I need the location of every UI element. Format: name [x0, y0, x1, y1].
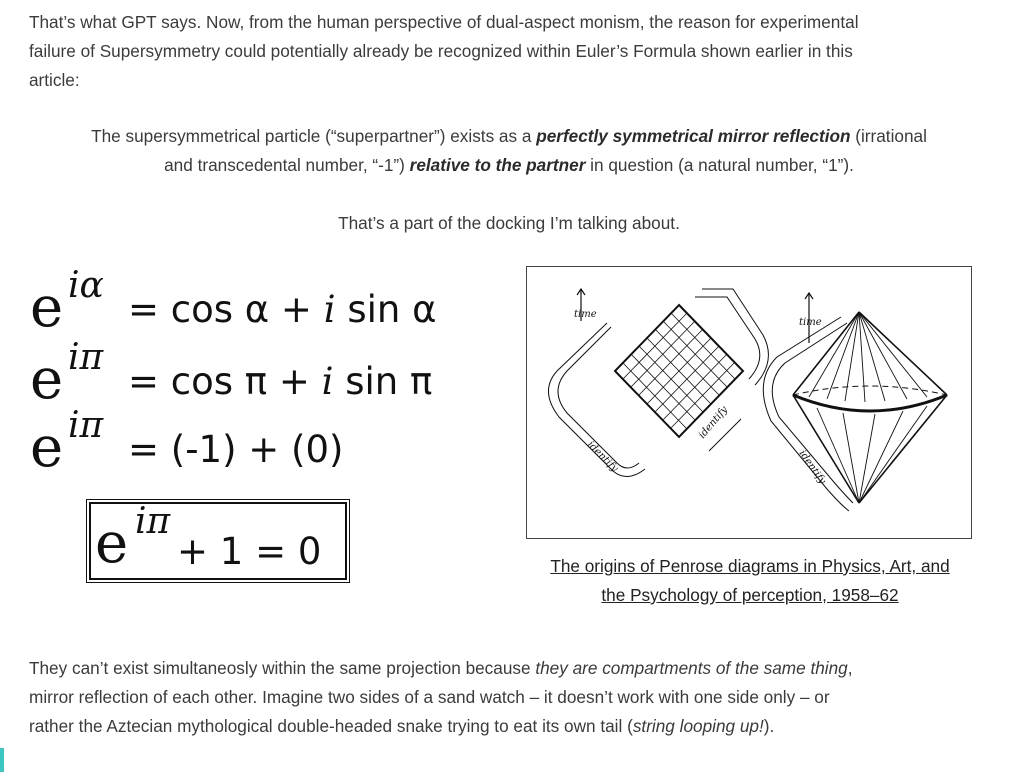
identify-label-3: identify — [796, 448, 828, 487]
intro-line-2: failure of Supersymmetry could potentially already be recognized within Euler’s Formula shown earlier in this — [29, 41, 853, 61]
caption-line-1[interactable]: The origins of Penrose diagrams in Physics, Art, and — [550, 556, 950, 576]
quote-emphasis-2: relative to the partner — [409, 155, 586, 175]
quote-paragraph — [29, 122, 989, 180]
boxed-identity: e iπ + 1 = 0 — [89, 502, 347, 580]
outro-paragraph — [29, 654, 989, 741]
intro-line-3: article: — [29, 70, 80, 90]
time-label-left: time — [574, 309, 597, 320]
euler-formula-image: e iα = cos α + i sin α e iπ = cos π + i sin π e iπ = (-1) + (0) e iπ + 1 = 0 — [30, 262, 510, 592]
outro-line-2: mirror reflection of each other. Imagine two sides of a sand watch – it doesn’t work with one side only – or — [29, 687, 830, 707]
left-accent-bar — [0, 748, 4, 772]
identify-label-1: identify — [584, 439, 620, 475]
outro-line-1: They can’t exist simultaneosly within the same projection because they are compartments of the same thing, — [29, 658, 853, 678]
penrose-diagram-figure — [526, 266, 972, 539]
quote-emphasis-1: perfectly symmetrical mirror reflection — [536, 126, 851, 146]
intro-line-1: That’s what GPT says. Now, from the human perspective of dual-aspect monism, the reason for experimental — [29, 12, 859, 32]
diagram-caption-link[interactable] — [526, 552, 974, 610]
time-label-right: time — [799, 317, 822, 328]
intro-paragraph — [29, 8, 989, 95]
quote-line-2: and transcedental number, “-1”) relative to the partner in question (a natural number, “1”). — [164, 155, 854, 175]
caption-line-2[interactable]: the Psychology of perception, 1958–62 — [601, 585, 899, 605]
quote-line-1: The supersymmetrical particle (“superpartner”) exists as a perfectly symmetrical mirror reflection (irrational — [91, 126, 927, 146]
penrose-diagram-svg — [527, 267, 970, 537]
outro-line-3: rather the Aztecian mythological double-headed snake trying to eat its own tail (string looping up!). — [29, 716, 775, 736]
docking-line: That’s a part of the docking I’m talking about. — [338, 213, 680, 233]
identify-label-2: identify — [696, 404, 731, 441]
cone-diagram — [763, 312, 947, 511]
